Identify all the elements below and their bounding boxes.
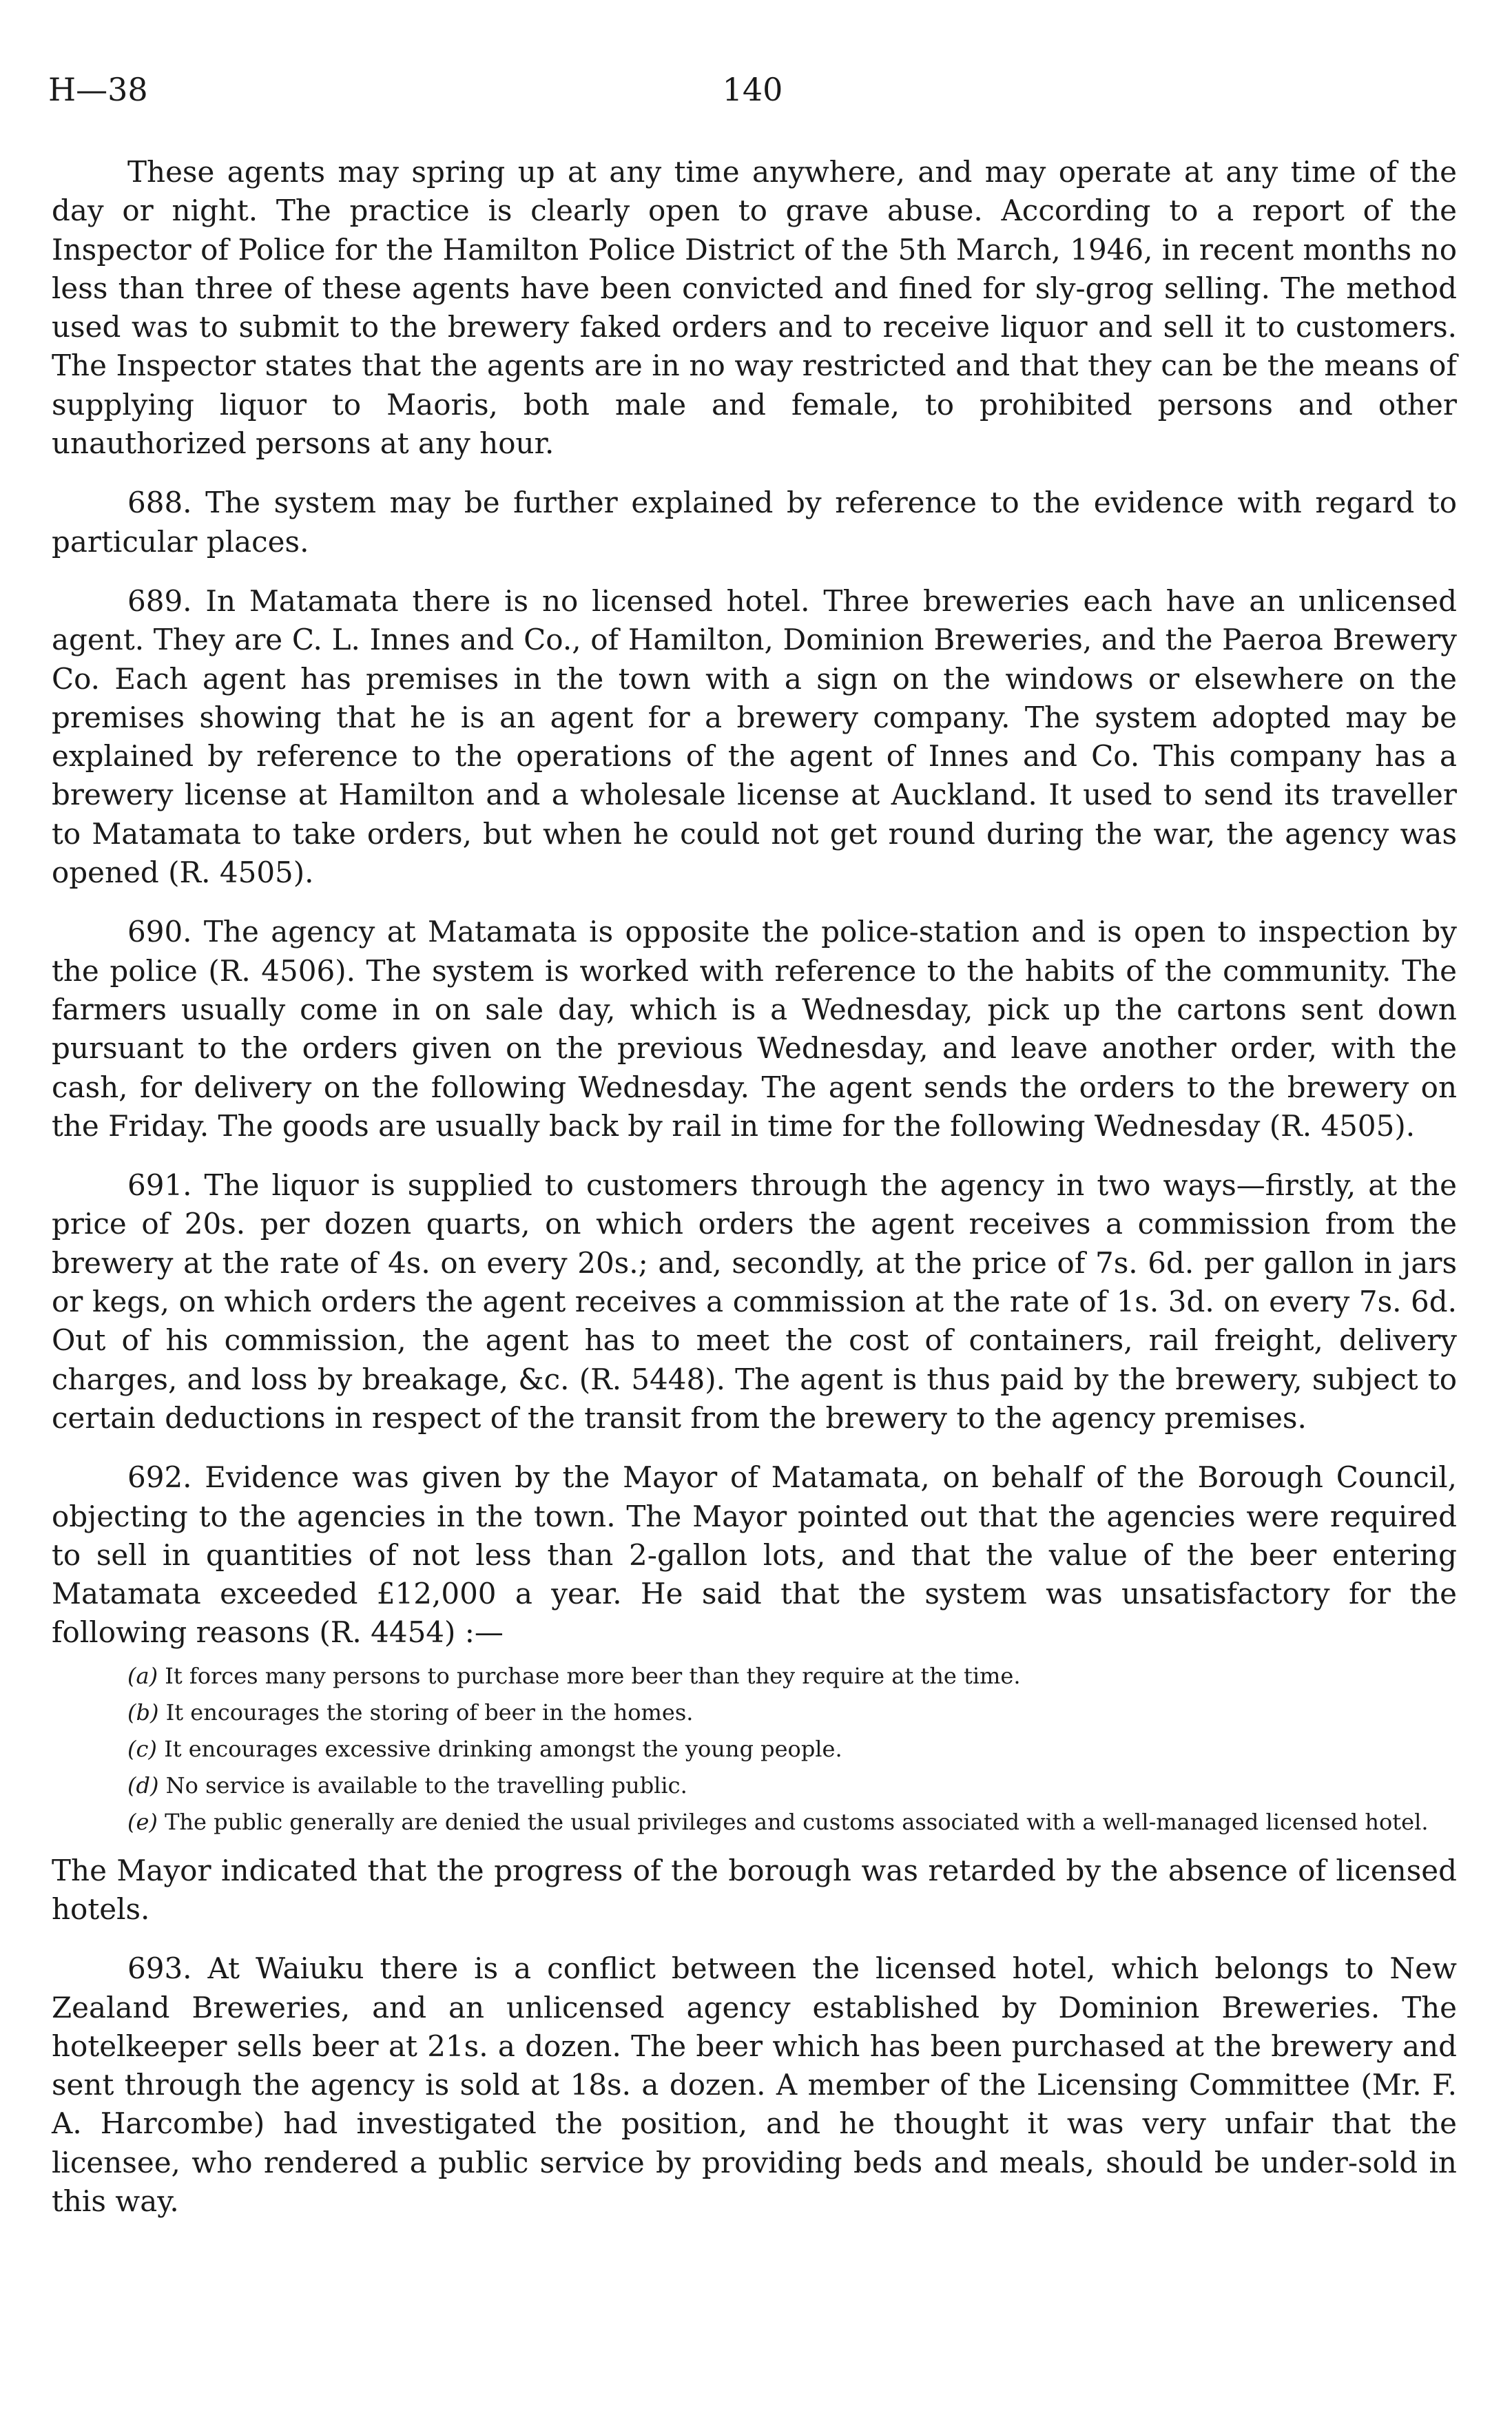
reason-item <box>52 1768 1457 1804</box>
reasons-list <box>52 1658 1457 1841</box>
reason-label: (c) <box>127 1735 157 1762</box>
paragraph-692: 692. Evidence was given by the Mayor of Matamata, on behalf of the Borough Council, objecting to the agencies in the town. The Mayor pointed out that the agencies were required to sell in quantities of not less than 2-gallon lots, and that the value of the beer entering Matamata exceeded £12,000 a year. He said that the system was unsatisfactory for the following reasons (R. 4454) :— <box>52 1460 1457 1650</box>
paragraph-687-continued: These agents may spring up at any time anywhere, and may operate at any time of the day or night. The practice is clearly open to grave abuse. According to a report of the Inspector of Police for the Hamilton Police District of the 5th March, 1946, in recent months no less than three of these agents have been convicted and fined for sly-grog selling. The method used was to submit to the brewery faked orders and to receive liquor and sell it to customers. The Inspector states that the agents are in no way restricted and that they can be the means of supplying liquor to Maoris, both male and female, to prohibited persons and other unauthorized persons at any hour. <box>52 155 1457 461</box>
reason-label: (b) <box>127 1699 159 1726</box>
paragraph-688: 688. The system may be further explained by reference to the evidence with regard to particular places. <box>52 486 1457 559</box>
paragraph-693: 693. At Waiuku there is a conflict between the licensed hotel, which belongs to New Zealand Breweries, and an unlicensed agency established by Dominion Breweries. The hotelkeeper sells beer at 21s. a dozen. The beer which has been purchased at the brewery and sent through the agency is sold at 18s. a dozen. A member of the Licensing Committee (Mr. F. A. Harcombe) had investigated the position, and he thought it was very unfair that the licensee, who rendered a public service by providing beds and meals, should be under-sold in this way. <box>52 1951 1457 2219</box>
paragraph-689: 689. In Matamata there is no licensed hotel. Three breweries each have an unlicensed agent. They are C. L. Innes and Co., of Hamilton, Dominion Breweries, and the Paeroa Brewery Co. Each agent has premises in the town with a sign on the windows or elsewhere on the premises showing that he is an agent for a brewery company. The system adopted may be explained by reference to the operations of the agent of Innes and Co. This company has a brewery license at Hamilton and a wholesale license at Auckland. It used to send its traveller to Matamata to take orders, but when he could not get round during the war, the agency was opened (R. 4505). <box>52 583 1457 890</box>
body-text <box>52 153 1457 2241</box>
reason-text: It encourages excessive drinking amongst the young people. <box>164 1735 842 1762</box>
reason-text: No service is available to the travelling public. <box>165 1772 687 1799</box>
paragraph-691: 691. The liquor is supplied to customers through the agency in two ways—firstly, at the price of 20s. per dozen quarts, on which orders the agent receives a commission from the brewery at the rate of 4s. on every 20s.; and, secondly, at the price of 7s. 6d. per gallon in jars or kegs, on which orders the agent receives a commission at the rate of 1s. 3d. on every 7s. 6d. Out of his commission, the agent has to meet the cost of containers, rail freight, delivery charges, and loss by breakage, &c. (R. 5448). The agent is thus paid by the brewery, subject to certain deductions in respect of the transit from the brewery to the agency premises. <box>52 1168 1457 1435</box>
document-reference: H—38 <box>48 71 148 108</box>
reason-text: It encourages the storing of beer in the homes. <box>165 1699 694 1726</box>
paragraph-692-conclusion: The Mayor indicated that the progress of the borough was retarded by the absence of licensed hotels. <box>52 1853 1457 1926</box>
reason-text: The public generally are denied the usual privileges and customs associated with a well-managed licensed hotel. <box>165 1808 1429 1835</box>
reason-label: (d) <box>127 1772 159 1799</box>
reason-text: It forces many persons to purchase more beer than they require at the time. <box>165 1662 1021 1689</box>
reason-item <box>52 1731 1457 1768</box>
reason-item <box>52 1658 1457 1695</box>
paragraph-690: 690. The agency at Matamata is opposite the police-station and is open to inspection by the police (R. 4506). The system is worked with reference to the habits of the community. The farmers usually come in on sale day, which is a Wednesday, pick up the cartons sent down pursuant to the orders given on the previous Wednesday, and leave another order, with the cash, for delivery on the following Wednesday. The agent sends the orders to the brewery on the Friday. The goods are usually back by rail in time for the following Wednesday (R. 4505). <box>52 915 1457 1143</box>
reason-item <box>52 1804 1457 1841</box>
reason-label: (a) <box>127 1662 158 1689</box>
page-number: 140 <box>722 71 783 108</box>
reason-label: (e) <box>127 1808 158 1835</box>
page-header <box>48 65 1457 114</box>
reason-item <box>52 1695 1457 1731</box>
